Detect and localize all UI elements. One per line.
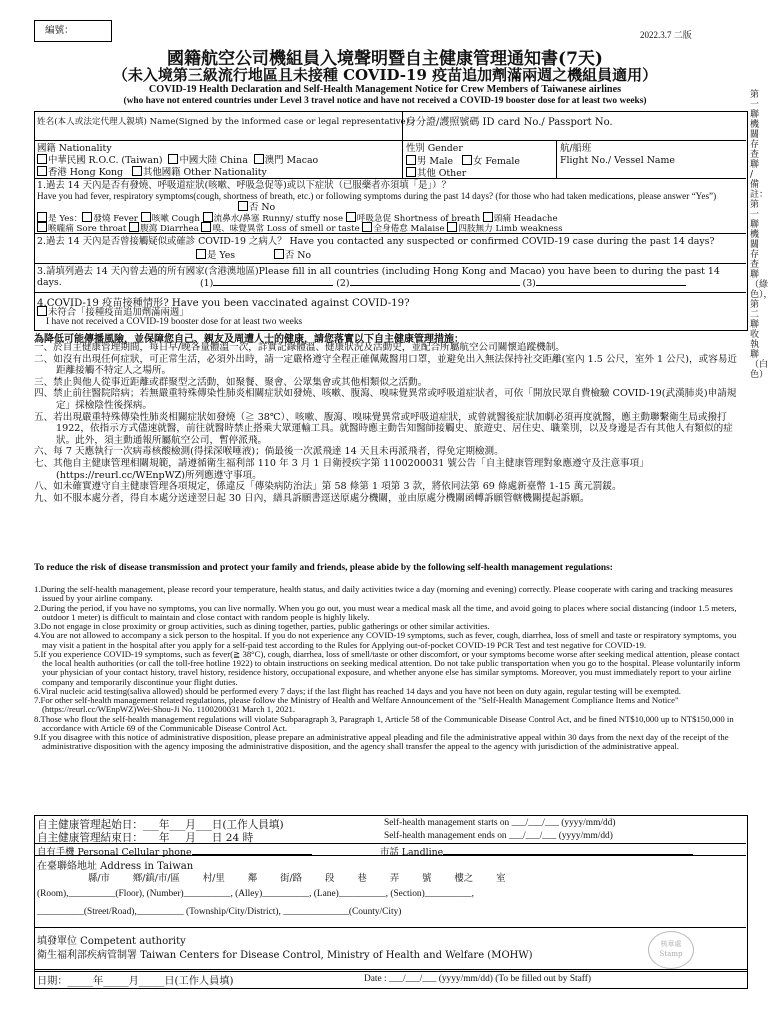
id-field[interactable]	[406, 128, 742, 138]
q3-blank-1[interactable]	[213, 285, 333, 286]
limb-weakness-label: 四肢無力 Limb weakness	[458, 224, 563, 234]
version-label: 2022.3.7 二版	[640, 30, 692, 40]
date-en[interactable]: Date : ___/___/___ (yyyy/mm/dd) (To be filled out by Staff)	[364, 974, 591, 984]
q1-no-checkbox[interactable]	[238, 201, 248, 211]
q2-options	[196, 249, 311, 261]
q4-option-en: I have not received a COVID-19 booster dose for at least two weeks	[46, 317, 303, 327]
question-1-en: Have you had fever, respiratory symptoms(cough, shortness of breath, etc.) or following symptoms during the past 14 days? (for those who had taken medications, please answer “Yes”)	[37, 191, 717, 201]
q4-checkbox[interactable]	[37, 306, 47, 316]
nationality-china: 中國大陸 China	[179, 155, 248, 166]
question-1: 1.過去 14 天內是否有發燒、呼吸道症狀(咳嗽、呼吸急促等)或以下症狀（已服藥者亦須填「是」）？	[37, 180, 451, 191]
gender-label: 性別 Gender	[406, 143, 463, 154]
gender-female-checkbox[interactable]	[462, 155, 472, 165]
nationality-other: 其他國籍 Other Nationality	[142, 167, 267, 178]
address-line-3[interactable]: __________(Street/Road),__________ (Township/City/District), ______________(County/City)	[37, 907, 402, 917]
start-date-zh[interactable]: 自主健康管理起始日：___年___月___日(工作人員填)	[37, 819, 284, 831]
nationality-roc-checkbox[interactable]	[37, 154, 47, 164]
measure-en-5: 5.If you experience COVID-19 symptoms, such as fever(≧ 38°C), cough, diarrhea, loss of smell/taste or other discomfort, or your symptoms become worse after seeking medical attention, please contact the local health authorities (or call the toll-free hotline 1922) to obtain instructions on seeking medical attention. Do not take public transportation when you go to the hospital. Please voluntarily inform your physician of your contact history, travel history, residence history, occupational exposure, and whether anyone else has similar symptoms. Moreover, you must immediately report to your airline company and temporarily discontinue your flight duties.	[34, 648, 741, 687]
sore-throat-label: 喉嚨痛 Sore throat	[48, 224, 127, 234]
q2-no-label: 否 No	[284, 250, 312, 261]
q3-blanks	[200, 278, 686, 289]
q2-no-checkbox[interactable]	[274, 249, 284, 259]
measure-en-3: 3.Do not engage in close proximity or group activities, such as dining together, parties, public gatherings or other similar activities.	[34, 621, 490, 631]
gender-options	[406, 155, 520, 167]
nationality-macao: 澳門 Macao	[264, 155, 319, 166]
measure-zh-4: 四、禁止前往醫院陪病；若無嚴重特殊傳染性肺炎相關症狀如發燒、咳嗽、腹瀉、嗅味覺異常或呼吸道症狀者，可依「開放民眾自費檢驗 COVID-19(武漢肺炎)申請規定」採檢陰性後探病。	[34, 388, 737, 411]
gender-other-checkbox[interactable]	[406, 167, 416, 177]
measure-en-1: 1.During the self-health management, please record your temperature, health status, and daily activities twice a day (morning and evening) correctly. Please cooperate with caring and tracking measures issued by your airline company.	[34, 584, 733, 604]
question-2: 2.過去 14 天內是否曾接觸疑似或確診 COVID-19 之病人？ Have you contacted any suspected or confirmed COVID-19 case during the past 14 days?	[37, 236, 715, 247]
malaise-label: 全身倦怠 Malaise	[373, 224, 445, 234]
landline-row	[380, 844, 693, 858]
competent-authority: 衛生福利部疾病管制署 Taiwan Centers for Disease Control, Ministry of Health and Welfare (MOHW)	[37, 950, 533, 961]
question-4: 4.COVID-19 疫苗接種情形? Have you been vaccinated against COVID-19?	[37, 298, 410, 309]
measure-zh-9: 九、如不服本處分者，得自本處分送達翌日起 30 日內，繕具訴願書逕送原處分機關，並由原處分機關函轉訴願管轄機關提起訴願。	[34, 492, 590, 504]
smell-taste-label: 嗅、味覺異常 Loss of smell or taste	[212, 224, 360, 234]
gender-other-row	[406, 167, 466, 179]
q1-yes-checkbox[interactable]	[37, 212, 47, 222]
q2-yes-label: 是 Yes	[207, 250, 236, 261]
limb-weakness-checkbox[interactable]	[447, 222, 457, 232]
nationality-roc: 中華民國 R.O.C. (Taiwan)	[48, 155, 163, 166]
subtitle-en: (who have not entered countries under Level 3 travel notice and have not received a COVID-19 booster dose for at least two weeks)	[123, 96, 647, 106]
phone-field[interactable]	[192, 854, 312, 855]
question-3: 3.請填列過去 14 天內曾去過的所有國家(含港澳地區)Please fill in all countries (including Hong Kong and Macao) you have been to during the past 14 days.	[37, 266, 720, 288]
fever-checkbox[interactable]	[82, 212, 92, 222]
q1-no-label: 否 No	[249, 202, 276, 213]
measures-en-list	[34, 585, 746, 752]
shortness-breath-label: 呼吸急促 Shortness of breath	[356, 214, 481, 224]
q3-blank-2-label: (2)	[336, 278, 350, 289]
nationality-macao-checkbox[interactable]	[254, 154, 264, 164]
q3-blank-2[interactable]	[350, 285, 520, 286]
phone-row	[37, 844, 312, 858]
date-zh[interactable]: 日期：_____年_____月_____日(工作人員填)	[37, 976, 234, 987]
gender-male: 男 Male	[417, 156, 454, 167]
phone-label: 自有手機 Personal Cellular phone	[37, 847, 192, 858]
measure-en-9: 9.If you disagree with this notice of administrative disposition, please prepare an administrative appeal pleading and file the administrative appeal within 30 days from the next day of the receipt of the administrative disposition with the agency imposing the administrative disposition, and the agency shall transfer the appeal to the agency with jurisdiction of the administrative appeal.	[34, 732, 729, 752]
runny-nose-checkbox[interactable]	[203, 212, 213, 222]
shortness-breath-checkbox[interactable]	[346, 212, 356, 222]
measure-zh-8: 八、如未確實遵守自主健康管理各項規定，係違反「傳染病防治法」第 58 條第 1 項第 3 款，將依同法第 69 條處新臺幣 1-15 萬元罰鍰。	[34, 481, 622, 493]
stamp-label-zh: 核章處	[660, 940, 682, 948]
flight-label-en: Flight No./ Vessel Name	[560, 155, 675, 166]
measure-zh-6: 六、每 7 天應執行一次病毒核酸檢測(得採深喉唾液)；倘最後一次派飛達 14 天且未再派飛者，得免定期檢測。	[34, 446, 504, 458]
stamp-circle	[648, 931, 694, 969]
name-label: 姓名(本人或法定代理人親填) Name(Signed by the informed case or legal representative)	[37, 117, 409, 127]
measure-zh-2: 二、如沒有出現任何症狀，可正常生活，必須外出時，請一定嚴格遵守全程正確佩戴醫用口罩，並避免出入無法保持社交距離(室內 1.5 公尺，室外 1 公尺)，或容易近距離接觸不特定人之場所。	[34, 353, 738, 377]
measure-en-2: 2.During the period, if you have no symptoms, you can live normally. When you go out, you must wear a medical mask all the time, and avoid going to places where social distancing (indoor 1.5 meters, outdoor 1 meter) is difficult to maintain and close contact with random people is highly likely.	[34, 602, 737, 622]
measure-en-8: 8.Those who flout the self-health management regulations will violate Subparagraph 3, Paragraph 1, Article 58 of the Communicable Disease Control Act, and be fined NT$10,000 up to NT$150,000 in accordance with Article 69 of the Communicable Disease Control Act.	[34, 713, 734, 733]
name-field[interactable]	[37, 128, 397, 138]
headache-label: 頭痛 Headache	[493, 214, 558, 224]
start-date-en[interactable]: Self-health management starts on ___/___/___ (yyyy/mm/dd)	[384, 818, 616, 828]
sore-throat-checkbox[interactable]	[37, 222, 47, 232]
malaise-checkbox[interactable]	[362, 222, 372, 232]
q1-yes-label: 是 Yes：	[48, 214, 83, 224]
smell-taste-checkbox[interactable]	[201, 222, 211, 232]
competent-authority-label: 填發單位 Competent authority	[37, 936, 186, 947]
nationality-hk-checkbox[interactable]	[37, 166, 47, 176]
q3-blank-3[interactable]	[536, 285, 686, 286]
fever-label: 發燒 Fever	[93, 214, 138, 224]
nationality-label: 國籍 Nationality	[37, 143, 112, 154]
runny-nose-label: 流鼻水/鼻塞 Runny/ stuffy nose	[213, 214, 344, 224]
nationality-hk: 香港 Hong Kong	[48, 167, 124, 178]
nationality-options-row1	[37, 154, 318, 166]
measure-en-4: 4.You are not allowed to accompany a sick person to the hospital. If you do not experience any COVID-19 symptoms, such as fever, cough, diarrhea, loss of smell and taste or respiratory symptoms, you may visit a patient in the hospital after you apply for a self-paid test according to the Rules for Applying out-of-pocket COVID-19 PCR Test and test negative for COVID-19.	[34, 630, 737, 650]
subtitle-zh: （未入境第三級流行地區且未接種 COVID-19 疫苗追加劑滿兩週之機組員適用）	[112, 66, 658, 84]
side-note: 第一聯 機關存查聯 / 備註：第一聯 機關存查聯（綠色），第二聯 收執聯（白色）	[750, 90, 773, 380]
nationality-options-row2	[37, 166, 267, 178]
q3-blank-3-label: (3)	[522, 278, 536, 289]
measure-en-6: 6.Viral nucleic acid testing(saliva allowed) should be performed every 7 days; if the last flight has reached 14 days and you have not been on duty again, regular testing will be exempted.	[34, 685, 681, 696]
landline-label: 市話 Landline	[380, 847, 444, 858]
address-label: 在臺聯絡地址 Address in Taiwan	[37, 861, 194, 872]
nationality-other-checkbox[interactable]	[132, 166, 142, 176]
measure-zh-1: 一、於自主健康管理期間，每日早/晚各量體溫一次，詳實記錄體溫、健康狀況及活動史，並配合所屬航空公司關懷追蹤機制。	[34, 342, 565, 353]
stamp-label: Stamp	[659, 950, 683, 958]
gender-male-checkbox[interactable]	[406, 155, 416, 165]
gender-other: 其他 Other	[417, 168, 467, 179]
measures-en-heading: To reduce the risk of disease transmission and protect your family and friends, please abide by the following self-health management regulations:	[34, 563, 613, 573]
address-line-1[interactable]: 縣/市 鄉/鎮/市/區 村/里 鄰 街/路 段 巷 弄 號 樓之 室	[88, 873, 506, 884]
address-line-2[interactable]: (Room),__________(Floor), (Number)__________, (Alley)__________, (Lane)__________, (Section)__________,	[37, 889, 474, 899]
document-number-box	[34, 20, 112, 42]
cough-checkbox[interactable]	[141, 212, 151, 222]
end-date-zh[interactable]: 自主健康管理結束日：___年___月___日 24 時	[37, 832, 254, 844]
diarrhea-label: 腹瀉 Diarrhea	[140, 224, 199, 234]
q1-symptoms-row2	[37, 222, 563, 234]
document-number-label: 編號：	[45, 25, 74, 36]
id-label: 身分證/護照號碼 ID card No./ Passport No.	[406, 117, 613, 128]
measure-en-7: 7.For other self-health management related regulations, please follow the Ministry of Health and Welfare Announcement of the "Self-Health Management Compliance Items and Notice" (https://reurl.cc/WEnpWZ)Wei-Shou-Ji No. 1100200031 March 1, 2021.	[34, 695, 679, 715]
measures-zh-heading: 為降低可能傳播風險，並保障您自己、親友及周遭人士的健康，請您落實以下自主健康管理措施：	[34, 334, 464, 345]
gender-female: 女 Female	[473, 156, 520, 167]
q3-blank-1-label: (1)	[200, 278, 214, 289]
measure-zh-5: 五、若出現嚴重特殊傳染性肺炎相關症狀如發燒（≧ 38℃）、咳嗽、腹瀉、嗅味覺異常或呼吸道症狀，或曾就醫後症狀加劇必須再度就醫，應主動聯繫衛生局或撥打 1922，依指示方式儘速就醫，前往就醫時禁止搭乘大眾運輸工具。就醫時應主動告知醫師接觸史、旅遊史、居住史、職業別，以及身邊是否有其他人有類似的症狀。此外，須主動通報所屬航空公司，暫停派飛。	[34, 411, 733, 446]
cough-label: 咳嗽 Cough	[151, 214, 200, 224]
measure-zh-3: 三、禁止與他人從事近距離或群聚型之活動，如聚餐、聚會、公眾集會或其他相類似之活動。	[34, 376, 428, 388]
measure-zh-7: 七、其他自主健康管理相關規範，請遵循衛生福利部 110 年 3 月 1 日衛授疾字第 1100200031 號公告「自主健康管理對象應遵守及注意事項」(https://reurl.cc/WEnpWZ)所列應遵守事項。	[34, 457, 649, 481]
landline-field[interactable]	[443, 854, 693, 855]
nationality-china-checkbox[interactable]	[168, 154, 178, 164]
title-zh: 國籍航空公司機組員入境聲明暨自主健康管理通知書(7天)	[167, 49, 603, 69]
headache-checkbox[interactable]	[483, 212, 493, 222]
title-en: COVID-19 Health Declaration and Self-Health Management Notice for Crew Members of Taiwanese airlines	[148, 84, 622, 95]
q2-yes-checkbox[interactable]	[196, 249, 206, 259]
q4-option-zh: 未符合「接種疫苗追加劑滿兩週」	[48, 307, 189, 318]
measures-zh-list	[34, 342, 746, 504]
flight-label: 航/船班	[560, 143, 592, 154]
diarrhea-checkbox[interactable]	[129, 222, 139, 232]
end-date-en[interactable]: Self-health management ends on ___/___/___ (yyyy/mm/dd)	[384, 831, 613, 841]
